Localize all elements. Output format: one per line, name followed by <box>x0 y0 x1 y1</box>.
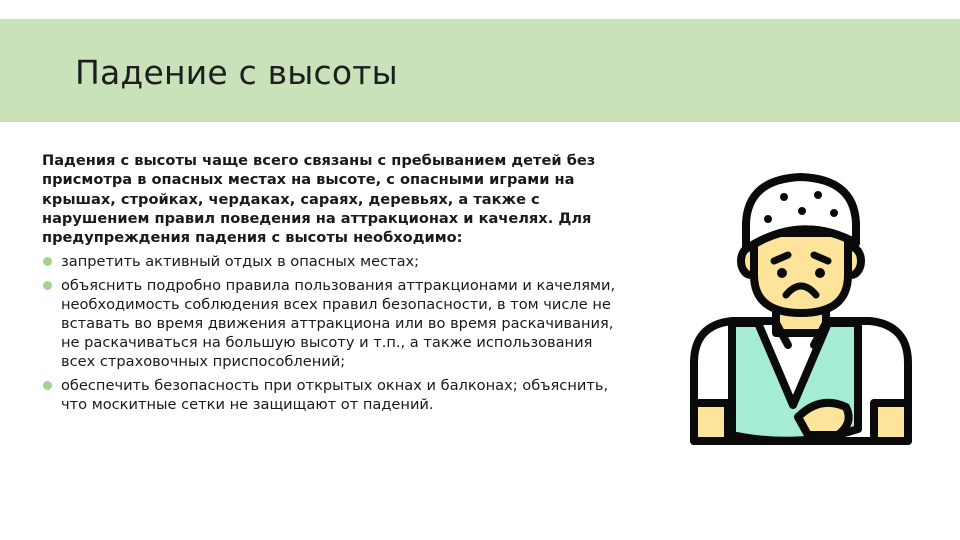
bullet-list <box>42 252 622 414</box>
list-item <box>42 276 622 371</box>
bullet-icon <box>43 281 52 290</box>
bullet-icon <box>43 257 52 266</box>
list-item <box>42 252 622 271</box>
injured-person-icon <box>688 173 914 445</box>
page-title: Падение с высоты <box>75 53 398 92</box>
bullet-text: объяснить подробно правила пользования аттракционами и качелями, необходимость соблюдения всех правил безопасности, в том числе не вставать во время движения аттракциона или во время раскачивания, не раскачиваться на большую высоту и т.п., а также использования всех страховочных приспособлений; <box>61 277 616 371</box>
intro-paragraph: Падения с высоты чаще всего связаны с пребыванием детей без присмотра в опасных местах на высоте, с опасными играми на крышах, стройках, чердаках, сараях, деревьях, а также с нарушением правил поведения на аттракционах и качелях. Для предупреждения падения с высоты необходимо: <box>42 152 596 247</box>
list-item <box>42 376 622 414</box>
slide-content <box>42 151 622 419</box>
bullet-icon <box>43 381 52 390</box>
bullet-text: запретить активный отдых в опасных местах; <box>61 253 420 271</box>
bullet-text: обеспечить безопасность при открытых окнах и балконах; объяснить, что москитные сетки не защищают от падений. <box>61 377 609 414</box>
